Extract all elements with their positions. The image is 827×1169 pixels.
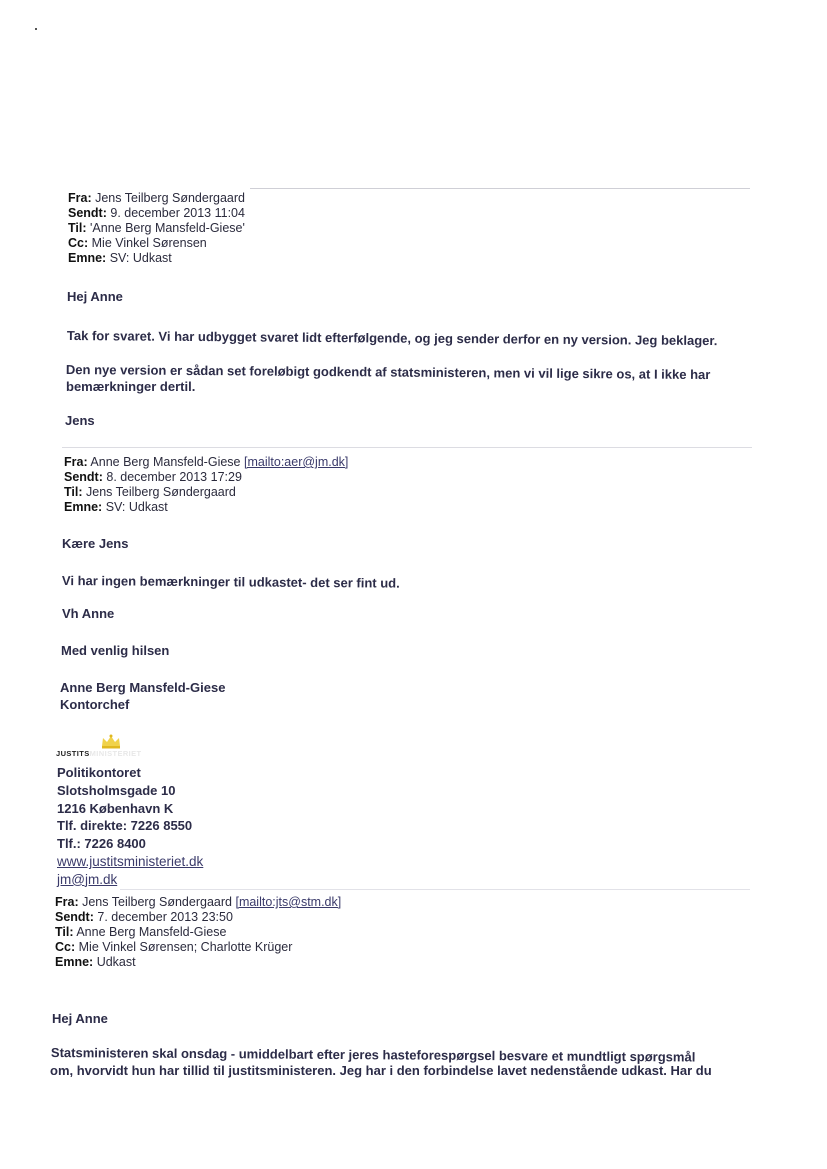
city-address: 1216 København K	[57, 800, 174, 816]
subject-row: Emne: SV: Udkast	[64, 500, 168, 514]
closing: Med venlig hilsen	[61, 643, 170, 658]
sent-row: Sendt: 8. december 2013 17:29	[64, 470, 242, 484]
signature-block	[60, 679, 225, 713]
cc-row: Cc: Mie Vinkel Sørensen; Charlotte Krüger	[55, 940, 293, 954]
subject: SV: Udkast	[109, 251, 172, 265]
subject: SV: Udkast	[105, 500, 168, 514]
sender: Anne Berg Mansfeld-Giese	[90, 455, 241, 469]
street-address: Slotsholmsgade 10	[57, 782, 176, 798]
sent-row: Sendt: 9. december 2013 11:04	[68, 206, 245, 220]
office-name: Politikontoret	[57, 765, 141, 780]
ministry-logo	[56, 733, 166, 761]
body-paragraph-line: bemærkninger dertil.	[66, 379, 196, 394]
cc-recipient: Mie Vinkel Sørensen; Charlotte Krüger	[78, 940, 293, 954]
sent-row: Sendt: 7. december 2013 23:50	[55, 910, 233, 924]
greeting: Hej Anne	[67, 289, 123, 304]
recipient: Jens Teilberg Søndergaard	[86, 485, 236, 499]
header-divider	[62, 447, 752, 448]
to-row: Til: 'Anne Berg Mansfeld-Giese'	[68, 221, 245, 235]
address-block	[57, 764, 203, 889]
cc-recipient: Mie Vinkel Sørensen	[91, 236, 207, 250]
body-paragraph: Tak for svaret. Vi har udbygget svaret lidt efterfølgende, og jeg sender derfor en ny version. Jeg beklager.	[66, 328, 718, 349]
body-paragraph-line: Statsministeren skal onsdag - umiddelbart efter jeres hasteforespørgsel besvare et mundtligt spørgsmål	[50, 1045, 696, 1065]
sender: Jens Teilberg Søndergaard	[95, 191, 245, 205]
header-divider	[250, 188, 750, 189]
website-link[interactable]: www.justitsministeriet.dk	[57, 853, 204, 869]
greeting: Kære Jens	[62, 536, 129, 551]
body-paragraph-line: om, hvorvidt hun har tillid til justitsministeren. Jeg har i den forbindelse lavet nedenstående udkast. Har du	[50, 1063, 712, 1078]
sender-email-link[interactable]: [mailto:aer@jm.dk]	[244, 455, 349, 469]
to-row: Til: Anne Berg Mansfeld-Giese	[55, 925, 227, 939]
from-row: Fra: Anne Berg Mansfeld-Giese [mailto:aer@jm.dk]	[64, 455, 349, 469]
sender-email-link[interactable]: [mailto:jts@stm.dk]	[235, 895, 342, 909]
logo-wordmark: JUSTITSMINISTERIET	[56, 749, 142, 758]
email-header-2	[64, 455, 348, 515]
greeting: Hej Anne	[52, 1011, 108, 1026]
sign-off: Vh Anne	[62, 606, 115, 621]
body-paragraph: Vi har ingen bemærkninger til udkastet- det ser fint ud.	[61, 573, 400, 591]
from-row: Fra: Jens Teilberg Søndergaard [mailto:jts@stm.dk]	[55, 895, 342, 909]
email-link[interactable]: jm@jm.dk	[57, 871, 118, 887]
subject-row: Emne: Udkast	[55, 955, 136, 969]
sign-off: Jens	[65, 413, 95, 428]
scan-speck	[35, 28, 37, 30]
phone-main: Tlf.: 7226 8400	[57, 836, 146, 852]
cc-row: Cc: Mie Vinkel Sørensen	[68, 236, 207, 250]
signature-name: Anne Berg Mansfeld-Giese	[60, 680, 226, 695]
sent-date: 7. december 2013 23:50	[97, 910, 233, 924]
from-row: Fra: Jens Teilberg Søndergaard	[68, 191, 245, 205]
recipient: Anne Berg Mansfeld-Giese	[76, 925, 227, 939]
subject-row: Emne: SV: Udkast	[68, 251, 172, 265]
signature-title: Kontorchef	[60, 697, 130, 712]
email-header-1	[68, 191, 245, 266]
sent-date: 8. december 2013 17:29	[106, 470, 242, 484]
body-paragraph-line: Den nye version er sådan set foreløbigt godkendt af statsministeren, men vi vil lige sikre os, at I ikke har	[65, 362, 711, 383]
sent-date: 9. december 2013 11:04	[110, 206, 245, 220]
subject: Udkast	[96, 955, 136, 969]
to-row: Til: Jens Teilberg Søndergaard	[64, 485, 236, 499]
recipient: 'Anne Berg Mansfeld-Giese'	[90, 221, 245, 235]
email-header-3	[55, 895, 341, 970]
phone-direct: Tlf. direkte: 7226 8550	[57, 818, 193, 834]
sender: Jens Teilberg Søndergaard	[82, 895, 232, 909]
crown-icon	[100, 733, 122, 749]
header-divider	[120, 889, 750, 890]
